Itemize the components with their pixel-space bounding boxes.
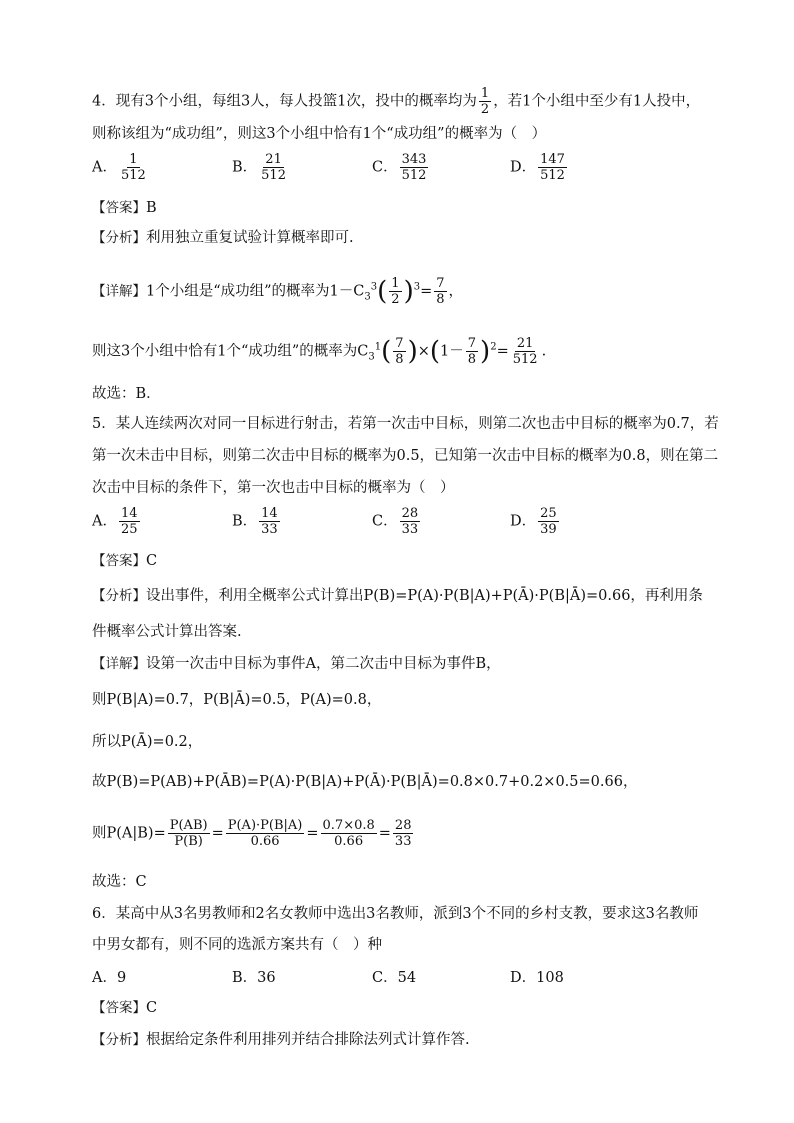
q4-answer: 【答案】B (92, 200, 157, 216)
q5-option-a: A． $\frac{14}{25}$ (92, 506, 138, 537)
q6-stem-line2: 中男女都有，则不同的选派方案共有（ ）种 (92, 937, 382, 953)
q4-option-b: B． $\frac{21}{512}$ (232, 152, 286, 183)
q4-stem-line1: 4．现有3个小组，每组3人，每人投篮1次，投中的概率均为 $\frac{1}{2}$ ，若1个小组中至少有1人投中， (92, 86, 701, 117)
q4-stem-line2: 则称该组为“成功组”，则这3个小组中恰有1个“成功组”的概率为（ ） (92, 126, 547, 142)
q4-half-fraction: $\frac{1}{2}$ (480, 86, 490, 117)
q4-analysis: 【分析】利用独立重复试验计算概率即可. (92, 230, 354, 246)
q6-answer: 【答案】C (92, 1000, 158, 1016)
q4-detail-line2: 则这3个小组中恰有1个“成功组”的概率为$C_3^1$( $\frac{7}{8}$ )×(1－ $\frac{7}{8}$ )$^2$= $\frac{21}{512}$ . (92, 336, 547, 367)
q5-option-c: C． $\frac{28}{33}$ (372, 506, 419, 537)
q4-detail-line1: 【详解】1个小组是“成功组”的概率为$1-C_3^3$( $\frac{1}{2}$ )$^3$= $\frac{7}{8}$ ， (92, 276, 464, 307)
q6-option-c: C．54 (372, 970, 417, 986)
q5-stem-line3: 次击中目标的条件下，第一次也击中目标的概率为（ ） (92, 480, 455, 496)
q4-option-c: C． $\frac{343}{512}$ (372, 152, 427, 183)
q6-stem-line1: 6．某高中从3名男教师和2名女教师中选出3名教师，派到3个不同的乡村支教，要求这3名教师 (92, 906, 699, 922)
q4-choose: 故选：B． (92, 386, 161, 402)
q5-detail-line3: 所以P(Ā)=0.2， (92, 734, 203, 750)
q4-option-d: D． $\frac{147}{512}$ (510, 152, 565, 183)
q6-option-d: D．108 (510, 970, 564, 986)
q5-analysis-line1: 【分析】设出事件，利用全概率公式计算出P(B)=P(A)·P(B|A)+P(Ā)·P(B|Ā)=0.66，再利用条 (92, 588, 703, 604)
q6-option-a: A．9 (92, 970, 127, 986)
q5-detail-line5: 则P(A|B)= $\frac{P(AB)}{P(B)}$ = $\frac{P(A)\cdot P(B|A)}{0.66}$ = $\frac{0.7\times 0.8}{0.66}$ = $\frac{28}{33}$ (92, 818, 412, 849)
q4-option-a: A． $\frac{1}{512}$ (92, 152, 146, 183)
q5-detail-line2: 则P(B|A)=0.7，P(B|Ā)=0.5，P(A)=0.8， (92, 692, 382, 708)
q5-stem-line2: 第一次未击中目标，则第二次击中目标的概率为0.5，已知第一次击中目标的概率为0.8，则在第二 (92, 448, 719, 464)
q6-analysis: 【分析】根据给定条件利用排列并结合排除法列式计算作答. (92, 1032, 470, 1048)
q5-answer: 【答案】C (92, 553, 158, 569)
q5-detail-line1: 【详解】设第一次击中目标为事件A，第二次击中目标为事件B， (92, 656, 501, 672)
q6-option-b: B．36 (232, 970, 276, 986)
q5-analysis-line2: 件概率公式计算出答案. (92, 624, 242, 640)
q5-option-d: D． $\frac{25}{39}$ (510, 506, 557, 537)
q5-choose: 故选：C (92, 874, 147, 890)
q5-option-b: B． $\frac{14}{33}$ (232, 506, 278, 537)
q5-stem-line1: 5．某人连续两次对同一目标进行射击，若第一次击中目标，则第二次也击中目标的概率为0.7，若 (92, 416, 719, 432)
q5-detail-line4: 故P(B)=P(AB)+P(ĀB)=P(A)·P(B|A)+P(Ā)·P(B|Ā)=0.8×0.7+0.2×0.5=0.66， (92, 774, 638, 790)
